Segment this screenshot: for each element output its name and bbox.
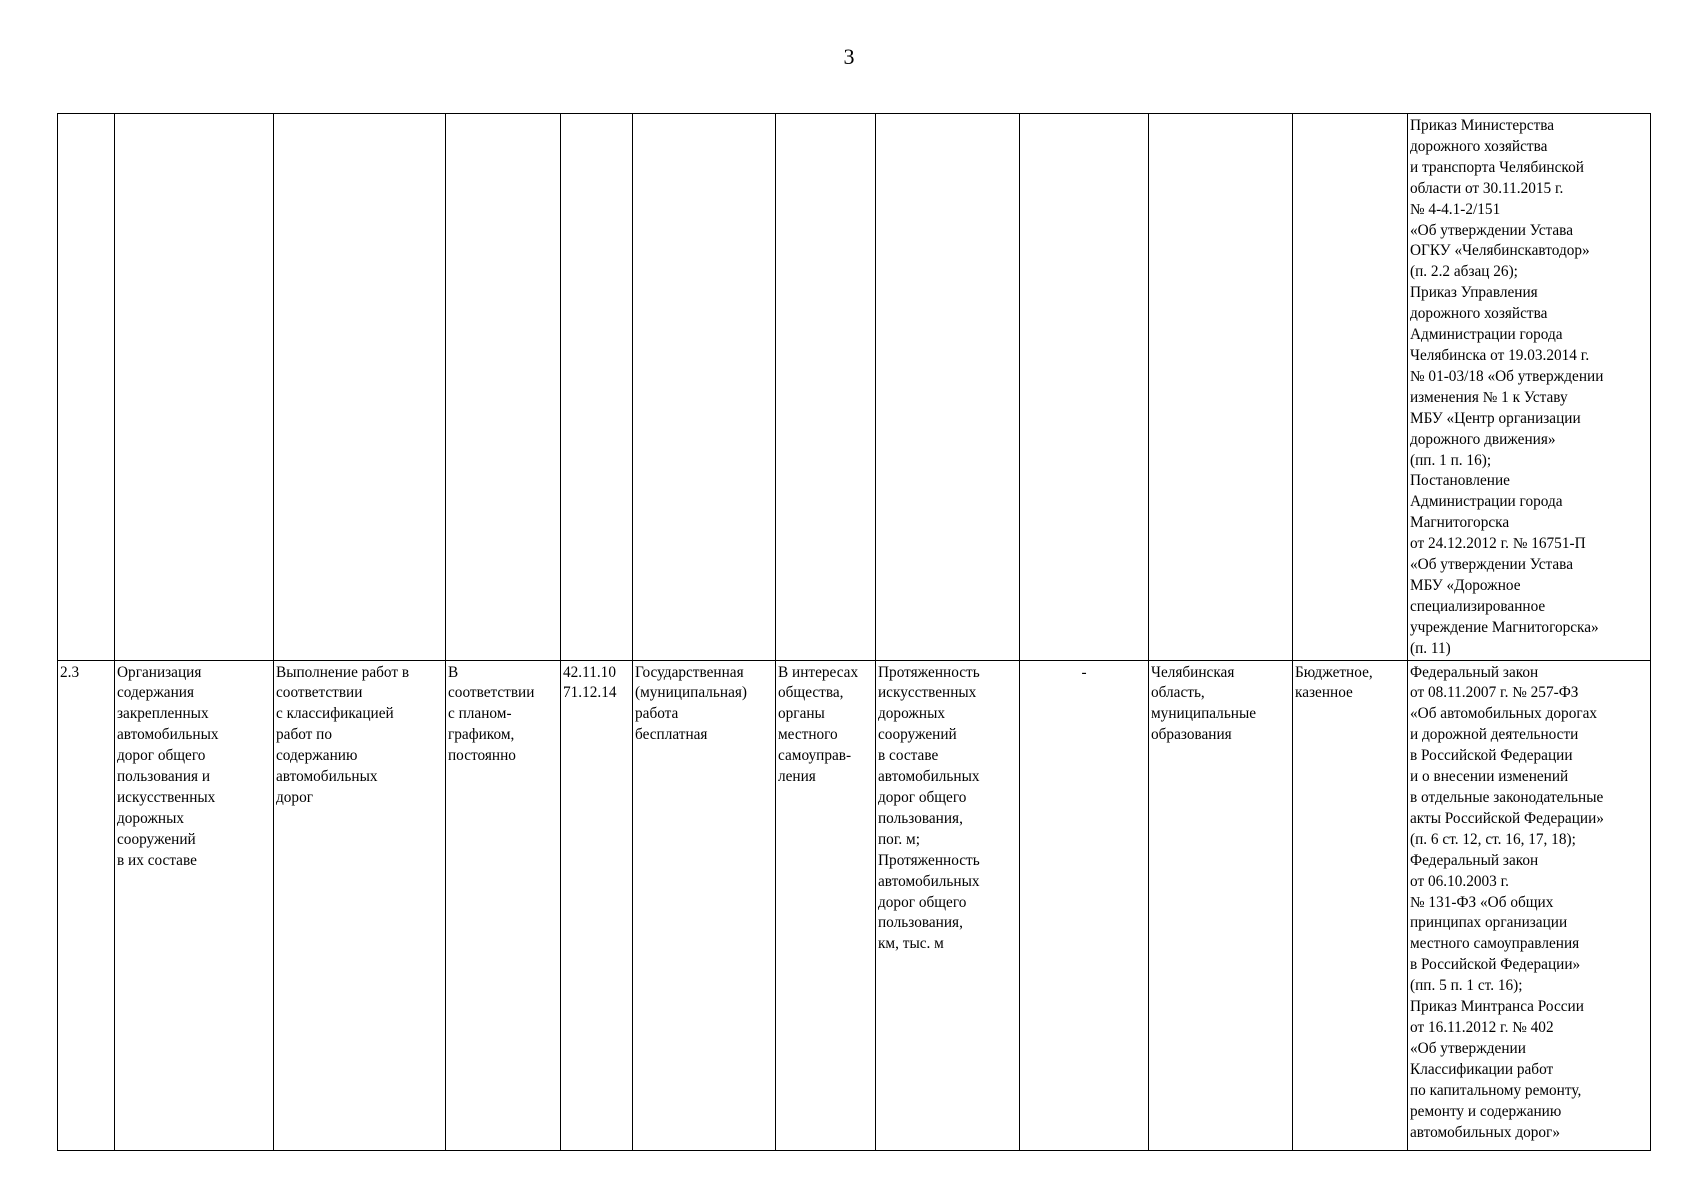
cell-service-name: Организация содержания закрепленных автомобильных дорог общего пользования и искусственных дорожных сооружений в их составе [115, 660, 274, 1150]
cell-okved-code [561, 114, 633, 661]
cell-volume-indicators [876, 114, 1020, 661]
cell-work-type [633, 114, 776, 661]
cell-quality-indicators: - [1020, 660, 1149, 1150]
cell-okved-code: 42.11.10 71.12.14 [561, 660, 633, 1150]
cell-volume-indicators: Протяженность искусственных дорожных сооружений в составе автомобильных дорог общего пользования, пог. м; Протяженность автомобильных дорог общего пользования, км, тыс. м [876, 660, 1020, 1150]
cell-territory [1149, 114, 1293, 661]
cell-schedule: В соответствии с планом- графиком, постоянно [446, 660, 561, 1150]
cell-service-name [115, 114, 274, 661]
cell-work-content [274, 114, 446, 661]
cell-institution-type: Бюджетное, казенное [1293, 660, 1408, 1150]
cell-institution-type [1293, 114, 1408, 661]
cell-work-content: Выполнение работ в соответствии с классификацией работ по содержанию автомобильных дорог [274, 660, 446, 1150]
services-table [57, 113, 1651, 1151]
page-number: 3 [843, 44, 855, 69]
cell-number: 2.3 [58, 660, 115, 1150]
cell-legal-basis: Приказ Министерства дорожного хозяйства и транспорта Челябинской области от 30.11.2015 г. № 4-4.1-2/151 «Об утверждении Устава ОГКУ «Челябинскавтодор» (п. 2.2 абзац 26); Приказ Управления дорожного хозяйства Администрации города Челябинска от 19.03.2014 г. № 01-03/18 «Об утверждении изменения № 1 к Уставу МБУ «Центр организации дорожного движения» (пп. 1 п. 16); Постановление Администрации города Магнитогорска от 24.12.2012 г. № 16751-П «Об утверждении Устава МБУ «Дорожное специализированное учреждение Магнитогорска» (п. 11) [1408, 114, 1651, 661]
cell-legal-basis: Федеральный закон от 08.11.2007 г. № 257-ФЗ «Об автомобильных дорогах и дорожной деятельности в Российской Федерации и о внесении изменений в отдельные законодательные акты Российской Федерации» (п. 6 ст. 12, ст. 16, 17, 18); Федеральный закон от 06.10.2003 г. № 131-ФЗ «Об общих принципах организации местного самоуправления в Российской Федерации» (пп. 5 п. 1 ст. 16); Приказ Минтранса России от 16.11.2012 г. № 402 «Об утверждении Классификации работ по капитальному ремонту, ремонту и содержанию автомобильных дорог» [1408, 660, 1651, 1150]
table-row [58, 660, 1651, 1150]
cell-work-type: Государственная (муниципальная) работа бесплатная [633, 660, 776, 1150]
cell-territory: Челябинская область, муниципальные образования [1149, 660, 1293, 1150]
cell-quality-indicators [1020, 114, 1149, 661]
table-row [58, 114, 1651, 661]
cell-schedule [446, 114, 561, 661]
cell-number [58, 114, 115, 661]
cell-consumers [776, 114, 876, 661]
cell-consumers: В интересах общества, органы местного самоуправ- ления [776, 660, 876, 1150]
